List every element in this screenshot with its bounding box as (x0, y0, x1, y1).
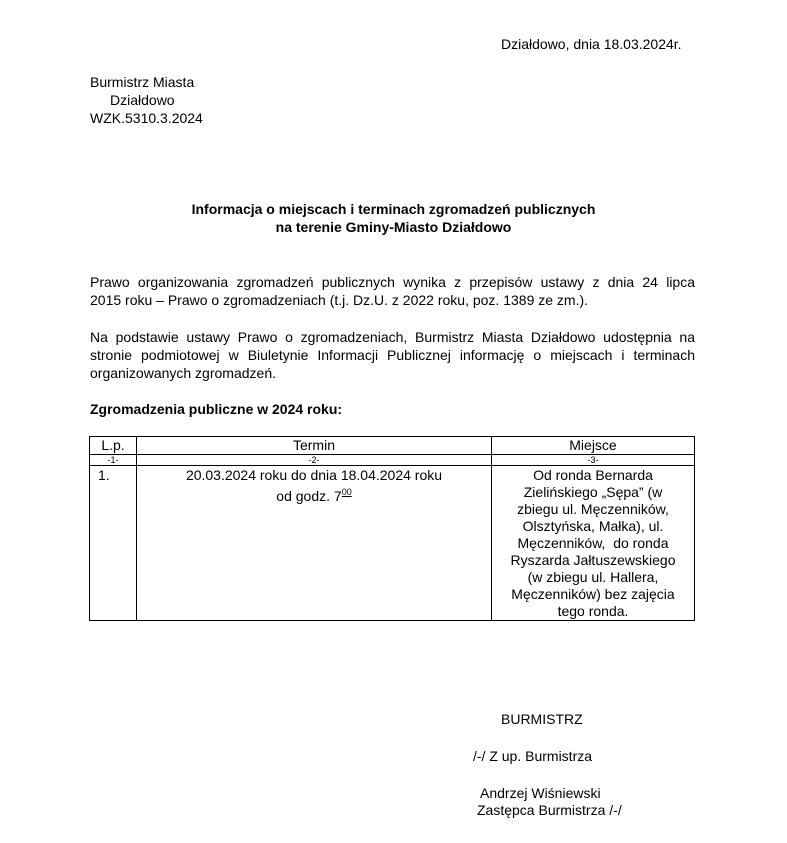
miejsce-line: Zielińskiego „Sępa” (w (523, 484, 663, 500)
miejsce-line: Olsztyńska, Małka), ul. (522, 518, 664, 534)
termin-time-minutes: 00 (341, 487, 352, 497)
cell-termin (137, 466, 492, 621)
miejsce-line: (w zbiegu ul. Hallera, (527, 569, 659, 585)
paragraph-line: stronie podmiotowej w Biuletynie Informacji Publicznej informację o miejscach i terminach (90, 347, 695, 363)
cell-lp: 1. (90, 466, 137, 621)
signature-on-behalf: /-/ Z up. Burmistrza (473, 748, 593, 764)
miejsce-line: tego ronda. (557, 603, 629, 619)
table-column-number-row (90, 455, 695, 466)
section-heading: Zgromadzenia publiczne w 2024 roku: (90, 401, 343, 417)
header-miejsce: Miejsce (492, 437, 695, 455)
reference-number: WZK.5310.3.2024 (90, 110, 203, 126)
miejsce-line: Męczenników, do ronda (517, 535, 669, 551)
signatory-name: Andrzej Wiśniewski (480, 785, 601, 801)
assemblies-table (89, 436, 695, 621)
header-termin: Termin (137, 437, 492, 455)
paragraph-line: 2015 roku – Prawo o zgromadzeniach (t.j. Dz.U. z 2022 roku, poz. 1389 ze zm.). (90, 292, 589, 308)
miejsce-line: Ryszarda Jałtuszewskiego (510, 552, 676, 568)
publication-paragraph (90, 328, 695, 382)
place-date: Działdowo, dnia 18.03.2024r. (501, 36, 682, 52)
column-number-miejsce: -3- (492, 455, 695, 466)
cell-miejsce (492, 466, 695, 621)
issuer-city: Działdowo (110, 92, 175, 108)
miejsce-line: zbiegu ul. Męczenników, (517, 501, 669, 517)
issuer-name: Burmistrz Miasta (90, 74, 195, 90)
paragraph-line: Na podstawie ustawy Prawo o zgromadzeniach, Burmistrz Miasta Działdowo udostępnia na (90, 329, 695, 345)
table-row (90, 466, 695, 621)
paragraph-line: Prawo organizowania zgromadzeń publicznych wynika z przepisów ustawy z dnia 24 lipca (90, 274, 695, 290)
column-number-termin: -2- (137, 455, 492, 466)
table-header-row (90, 437, 695, 455)
signatory-position: Zastępca Burmistrza /-/ (477, 802, 622, 818)
signature-title: BURMISTRZ (501, 711, 583, 727)
legal-basis-paragraph (90, 273, 695, 309)
document-title-line2: na terenie Gminy-Miasto Działdowo (275, 219, 512, 235)
miejsce-line: Męczenników) bez zajęcia (511, 586, 675, 602)
termin-date-range: 20.03.2024 roku do dnia 18.04.2024 roku (185, 467, 443, 483)
document-title-line1: Informacja o miejscach i terminach zgromadzeń publicznych (191, 201, 596, 217)
termin-time (137, 484, 491, 505)
paragraph-line: organizowanych zgromadzeń. (90, 365, 276, 381)
miejsce-line: Od ronda Bernarda (533, 467, 653, 483)
termin-time-text: od godz. 7 (276, 488, 342, 504)
column-number-lp: -1- (90, 455, 137, 466)
header-lp: L.p. (90, 437, 137, 455)
